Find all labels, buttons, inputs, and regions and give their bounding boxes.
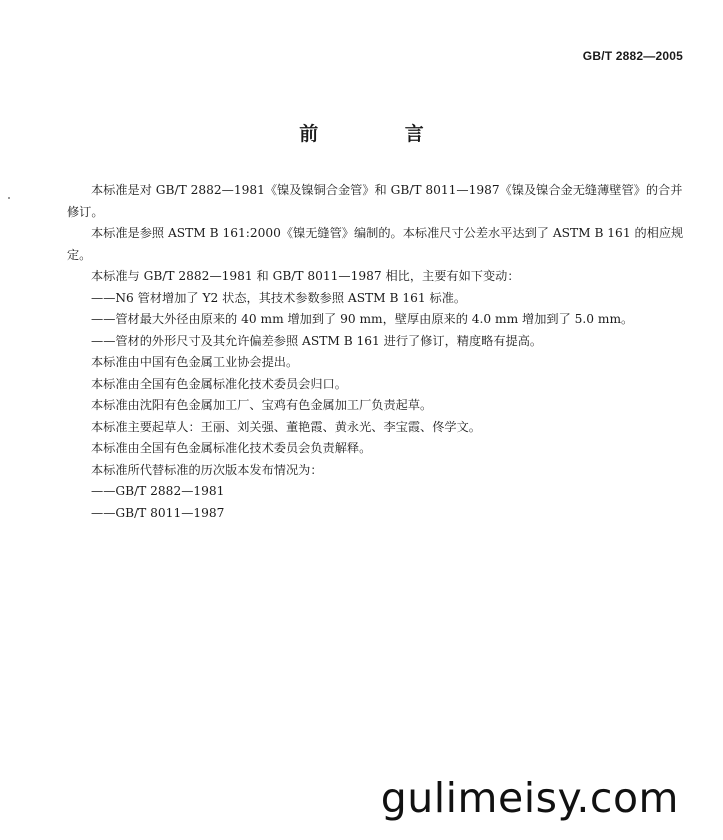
change-item-tolerances: ——管材的外形尺寸及其允许偏差参照 ASTM B 161 进行了修订，精度略有提高。 <box>91 333 543 348</box>
paragraph-drafted-by: 本标准由沈阳有色金属加工厂、宝鸡有色金属加工厂负责起草。 <box>91 398 433 412</box>
watermark: gulimeisy.com <box>380 774 679 822</box>
paragraph-centralized-by: 本标准由全国有色金属标准化技术委员会归口。 <box>91 376 347 391</box>
paragraph-changes-intro: 本标准与 GB/T 2882—1981 和 GB/T 8011—1987 相比，主要有如下变动： <box>91 269 520 283</box>
paragraph-astm-reference: 本标准是参照 ASTM B 161:2000《镍无缝管》编制的。本标准尺寸公差水平达到了 ASTM B 161 的相应规定。 <box>67 226 684 262</box>
paragraph-drafters: 本标准主要起草人：王丽、刘关强、董艳霞、黄永光、李宝霞、佟学文。 <box>91 419 481 434</box>
foreword-body <box>67 180 691 524</box>
paragraph-interpretation: 本标准由全国有色金属标准化技术委员会负责解释。 <box>91 441 372 455</box>
history-item-1981: ——GB/T 2882—1981 <box>91 484 225 498</box>
page-title: 前 言 <box>299 123 464 145</box>
scan-speck <box>8 197 10 199</box>
standard-number: GB/T 2882—2005 <box>582 49 683 63</box>
change-item-n6-temper: ——N6 管材增加了 Y2 状态，其技术参数参照 ASTM B 161 标准。 <box>91 290 467 305</box>
paragraph-proposed-by: 本标准由中国有色金属工业协会提出。 <box>91 355 299 369</box>
paragraph-history-intro: 本标准所代替标准的历次版本发布情况为： <box>91 462 323 477</box>
history-item-1987: ——GB/T 8011—1987 <box>91 505 225 520</box>
change-item-dimensions: ——管材最大外径由原来的 40 mm 增加到了 90 mm，壁厚由原来的 4.0 mm 增加到了 5.0 mm。 <box>91 312 634 326</box>
paragraph-merge-revision: 本标准是对 GB/T 2882—1981《镍及镍铜合金管》和 GB/T 8011—1987《镍及镍合金无缝薄壁管》的合并修订。 <box>67 183 683 219</box>
